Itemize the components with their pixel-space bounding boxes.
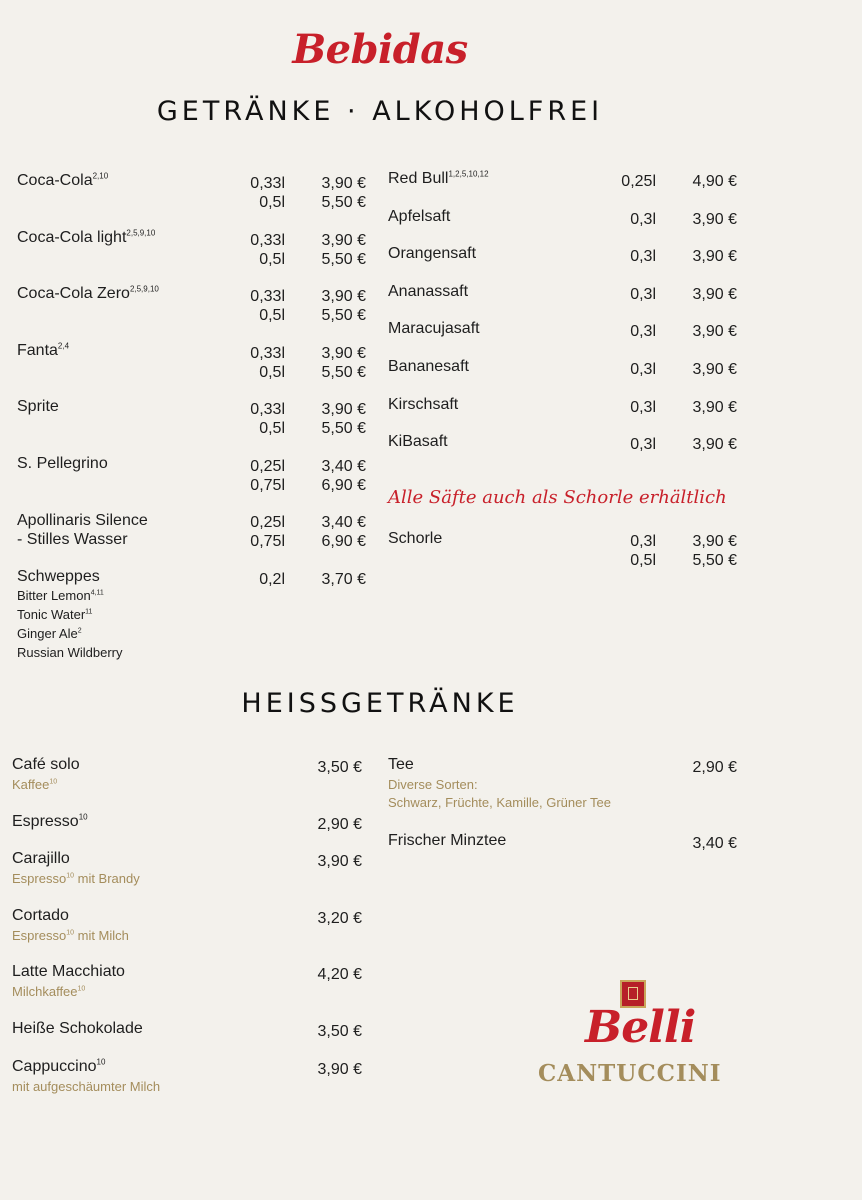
drink-volume: 0,33l 0,5l xyxy=(250,232,285,268)
drink-volume: 0,3l xyxy=(630,361,656,378)
drink-volume: 0,25l 0,75l xyxy=(250,514,285,550)
drink-price: 3,40 € 6,90 € xyxy=(321,514,366,550)
drink-price: 2,90 € xyxy=(692,759,737,776)
drink-name: S. Pellegrino xyxy=(17,455,108,472)
drink-variant: Russian Wildberry xyxy=(17,645,123,660)
drink-price: 3,90 € 5,50 € xyxy=(321,345,366,381)
drink-name: Orangensaft xyxy=(388,245,477,263)
drink-name: Coca-Cola$^{2,10}$ xyxy=(17,171,109,189)
drink-price: 3,90 € xyxy=(692,436,737,454)
drink-name: Espresso$^{10}$ xyxy=(12,812,88,830)
drink-price: 3,50 € xyxy=(317,759,362,776)
drink-price: 3,90 € 5,50 € xyxy=(692,533,737,569)
drink-name: Maracujasaft xyxy=(388,320,480,338)
drink-variant: Bitter Lemon$^{4,11}$ xyxy=(17,588,104,603)
drink-volume: 0,2l xyxy=(259,571,285,588)
drink-price: 3,90 € xyxy=(317,1061,362,1078)
drink-name: Frischer Minztee xyxy=(388,832,507,849)
drink-name: Heiße Schokolade xyxy=(12,1020,143,1037)
drink-name: KiBasaft xyxy=(388,433,448,451)
drink-name: Carajillo xyxy=(12,850,70,867)
drink-description: Schwarz, Früchte, Kamille, Grüner Tee xyxy=(388,795,612,810)
drink-volume: 0,25l 0,75l xyxy=(250,458,285,494)
drink-name: Tee xyxy=(388,756,414,773)
drink-price: 3,90 € 5,50 € xyxy=(321,232,366,268)
drink-price: 3,90 € xyxy=(692,398,737,416)
drink-price: 3,90 € xyxy=(692,285,737,303)
drink-volume: 0,33l 0,5l xyxy=(250,345,285,381)
drink-volume: 0,25l xyxy=(621,173,656,190)
drink-name: Schorle xyxy=(388,530,443,547)
drink-name: Latte Macchiato xyxy=(12,963,125,980)
drink-name: Café solo xyxy=(12,756,80,773)
drink-description: Espresso$^{10}$ mit Milch xyxy=(12,928,129,943)
schorle-note: Alle Säfte auch als Schorle erhältlich xyxy=(388,487,727,508)
drink-volume: 0,33l 0,5l xyxy=(250,288,285,324)
drink-price: 3,90 € xyxy=(692,361,737,378)
drink-description: Diverse Sorten: xyxy=(388,777,478,792)
drink-price: 3,90 € 5,50 € xyxy=(321,175,366,211)
drink-price: 3,90 € xyxy=(692,210,737,228)
drink-volume: 0,3l 0,5l xyxy=(630,533,656,569)
drink-description: Milchkaffee$^{10}$ xyxy=(12,984,86,999)
drink-price: 3,40 € 6,90 € xyxy=(321,458,366,494)
drink-name: Apfelsaft xyxy=(388,207,451,225)
drink-price: 3,40 € xyxy=(692,835,737,852)
drink-volume: 0,3l xyxy=(630,285,656,303)
drink-description: Espresso$^{10}$ mit Brandy xyxy=(12,871,140,886)
drink-name: Ananassaft xyxy=(388,282,469,300)
drink-volume: 0,3l xyxy=(630,398,656,416)
section-title-cold: GETRÄNKE · ALKOHOLFREI xyxy=(156,96,604,127)
drink-name: Apollinaris Silence - Stilles Wasser xyxy=(17,512,148,548)
drink-volume: 0,33l 0,5l xyxy=(250,401,285,437)
drink-price: 3,90 € 5,50 € xyxy=(321,288,366,324)
drink-price: 3,50 € xyxy=(317,1023,362,1040)
drink-description: Kaffee$^{10}$ xyxy=(12,777,58,792)
section-title-hot: HEISSGETRÄNKE xyxy=(241,688,519,719)
drink-price: 2,90 € xyxy=(317,816,362,833)
drink-description: mit aufgeschäumter Milch xyxy=(12,1079,161,1094)
drink-volume: 0,3l xyxy=(630,323,656,341)
drink-name: Kirschsaft xyxy=(388,395,459,413)
drink-price: 3,90 € 5,50 € xyxy=(321,401,366,437)
logo-product: CANTUCCINI xyxy=(538,1060,722,1087)
drink-price: 3,90 € xyxy=(692,248,737,266)
drink-price: 3,70 € xyxy=(321,571,366,588)
drink-price: 3,90 € xyxy=(692,323,737,341)
drink-name: Coca-Cola light$^{2,5,9,10}$ xyxy=(17,228,156,246)
drink-name: Red Bull$^{1,2,5,10,12}$ xyxy=(388,169,489,187)
drink-price: 3,90 € xyxy=(317,853,362,870)
drink-volume: 0,33l 0,5l xyxy=(250,175,285,211)
drink-price: 4,20 € xyxy=(317,966,362,983)
drink-name: Bananesaft xyxy=(388,358,469,375)
drink-name: Coca-Cola Zero$^{2,5,9,10}$ xyxy=(17,284,159,302)
logo-brand: Belli xyxy=(585,1002,696,1053)
page-title: Bebidas xyxy=(292,26,468,73)
drink-name: Cappuccino$^{10}$ xyxy=(12,1057,106,1075)
drink-name: Sprite xyxy=(17,398,59,415)
drink-volume: 0,3l xyxy=(630,248,656,266)
belli-cantuccini-logo xyxy=(530,980,730,1090)
drink-variant: Tonic Water$^{11}$ xyxy=(17,607,93,622)
drink-name: Fanta$^{2,4}$ xyxy=(17,341,70,359)
drink-name: Cortado xyxy=(12,907,69,924)
drink-variant: Ginger Ale$^2$ xyxy=(17,626,82,641)
drink-price: 4,90 € xyxy=(692,173,737,190)
drink-volume: 0,3l xyxy=(630,210,656,228)
drink-volume: 0,3l xyxy=(630,436,656,454)
drink-price: 3,20 € xyxy=(317,910,362,927)
drink-name: Schweppes xyxy=(17,568,100,585)
